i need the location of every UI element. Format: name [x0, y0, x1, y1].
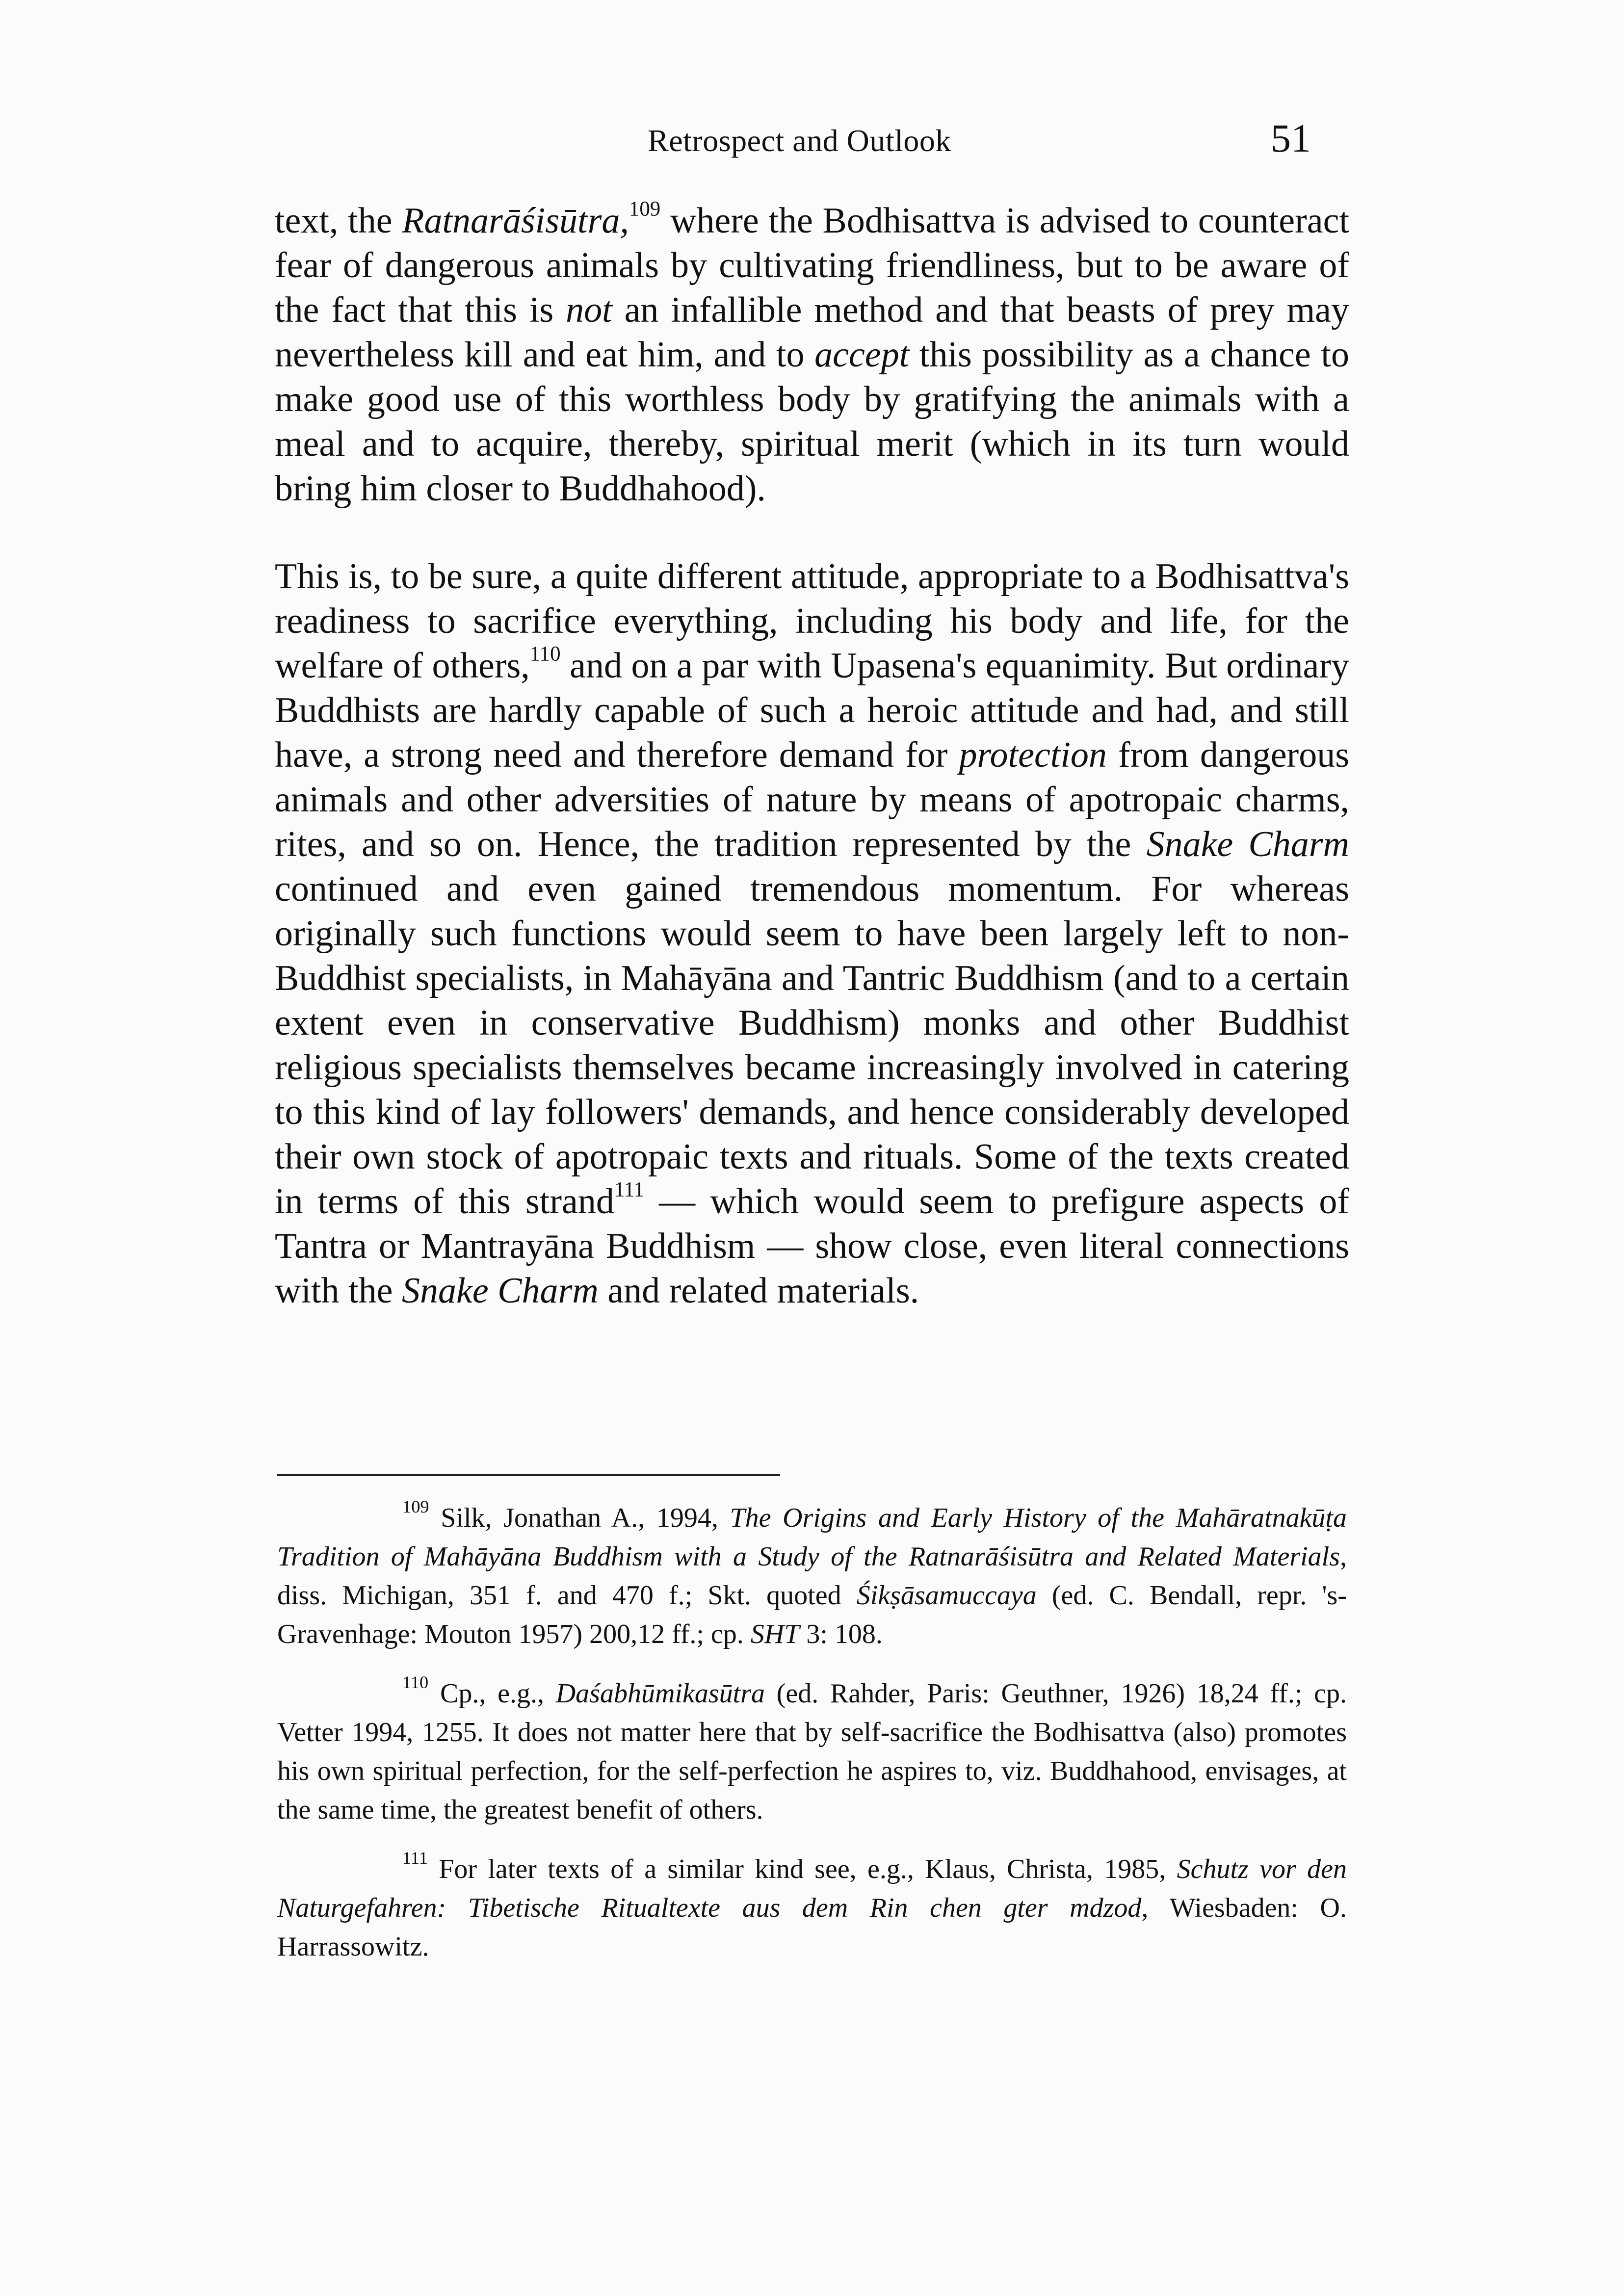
footnotes: [277, 1496, 1347, 1987]
emphasis-protection: protection: [959, 735, 1107, 775]
title-snake-charm: Snake Charm: [1146, 824, 1349, 864]
footnote-ref-109: 109: [629, 197, 661, 221]
emphasis-accept: accept: [814, 335, 910, 375]
title-snake-charm-2: Snake Charm: [401, 1271, 599, 1311]
footnote-110: $^{110}$ Cp., e.g., Daśabhūmikasūtra (ed. Rahder, Paris: Geuthner, 1926) 18,24 ff.; cp. Vetter 1994, 1255. It does not matter here that by self-sacrifice the Bodhisattva (also) promotes his own spiritual perfection, for the self-perfection he aspires to, viz. Buddhahood, envisages, at the same time, the greatest benefit of others.: [277, 1672, 1347, 1825]
paragraph-1: text, the Ratnarāśisūtra,$^{109}$ where the Bodhisattva is advised to counteract fear of dangerous animals by cultivating friendliness, but to be aware of the fact that this is not an infallible method and that beasts of prey may nevertheless kill and eat him, and to accept this possibility as a chance to make good use of this worthless body by gratifying the animals with a meal and to acquire, thereby, spiritual merit (which in its turn would bring him closer to Buddhahood).: [275, 197, 1349, 509]
footnote-ref-110: 110: [529, 642, 561, 666]
footnote-ref-111: 111: [614, 1178, 645, 1201]
main-text: [275, 199, 1349, 1357]
page-number: 51: [1271, 116, 1311, 160]
footnote-111: $^{111}$ For later texts of a similar kind see, e.g., Klaus, Christa, 1985, Schutz vor den Naturgefahren: Tibetische Ritualtexte aus dem Rin chen gter mdzod, Wiesbaden: O. Harrassowitz.: [277, 1848, 1347, 1962]
footnote-109: $^{109}$ Silk, Jonathan A., 1994, The Origins and Early History of the Mahāratnakūṭa Tradition of Mahāyāna Buddhism with a Study of the Ratnarāśisūtra and Related Materials, diss. Michigan, 351 f. and 470 f.; Skt. quoted Śikṣāsamuccaya (ed. C. Bendall, repr. 's-Gravenhage: Mouton 1957) 200,12 ff.; cp. SHT 3: 108.: [277, 1496, 1347, 1649]
paragraph-2: This is, to be sure, a quite different attitude, appropriate to a Bodhisattva's readiness to sacrifice everything, including his body and life, for the welfare of others,$^{110}$ and on a par with Upasena's equanimity. But ordinary Buddhists are hardly capable of such a heroic attitude and had, and still have, a strong need and therefore demand for protection from dangerous animals and other adversities of nature by means of apotropaic charms, rites, and so on. Hence, the tradition represented by the Snake Charm continued and even gained tremendous momentum. For whereas originally such functions would seem to have been largely left to non-Buddhist specialists, in Mahāyāna and Tantric Buddhism (and to a certain extent even in conservative Buddhism) monks and other Buddhist religious specialists themselves became increasingly involved in catering to this kind of lay followers' demands, and hence considerably developed their own stock of apotropaic texts and rituals. Some of the texts created in terms of this strand$^{111}$ — which would seem to prefigure aspects of Tantra or Mantrayāna Buddhism — show close, even literal connections with the Snake Charm and related materials.: [275, 556, 1349, 1311]
footnote-separator: [277, 1474, 780, 1476]
emphasis-not: not: [566, 290, 612, 330]
title-ratnarasisutra: Ratnarāśisūtra,: [402, 201, 629, 241]
running-title: Retrospect and Outlook: [648, 123, 951, 158]
